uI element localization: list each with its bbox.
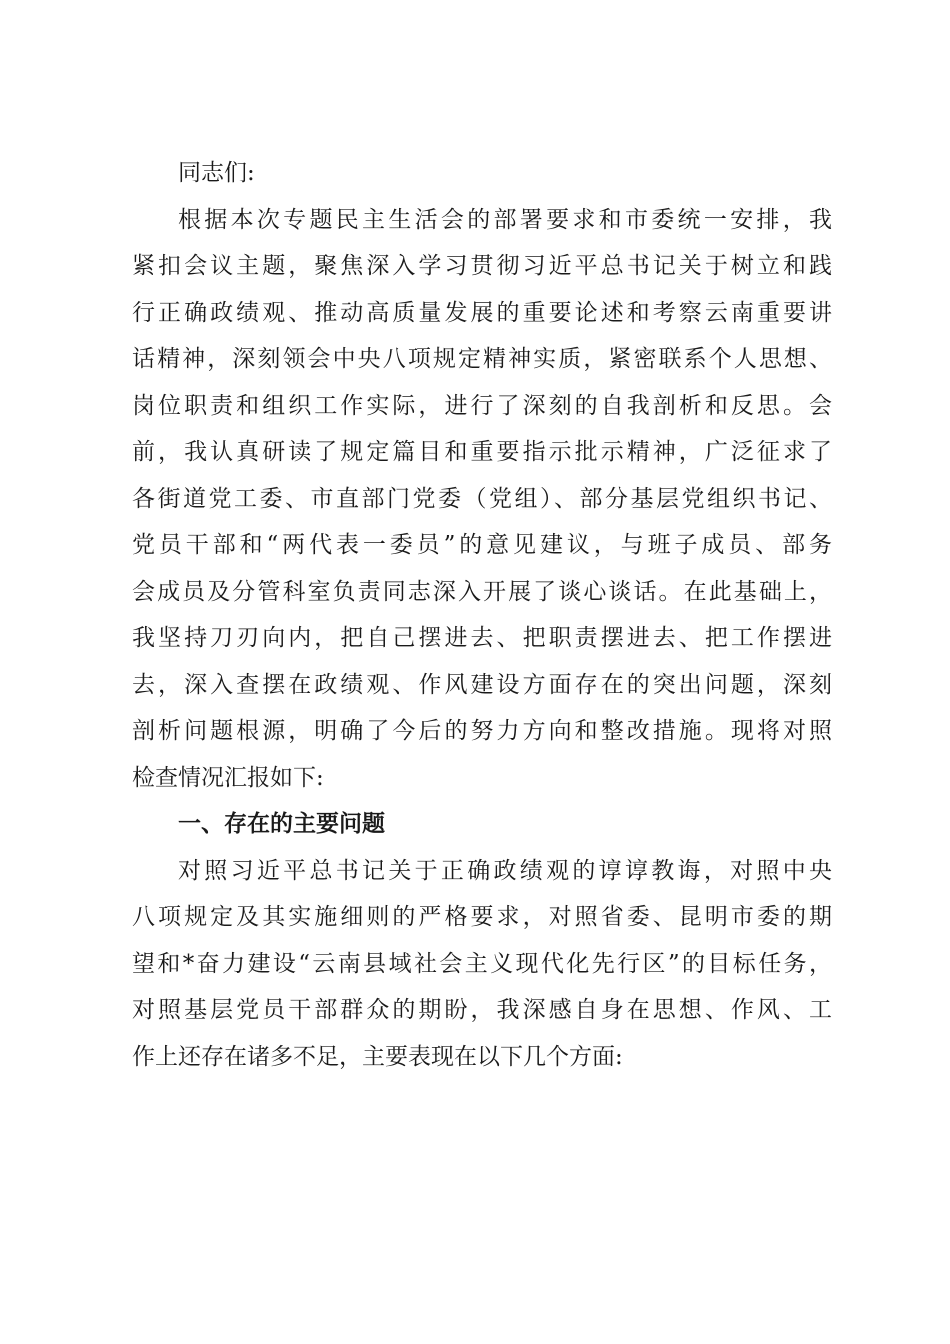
paragraph-line: 八项规定及其实施细则的严格要求，对照省委、昆明市委的期 <box>132 904 832 930</box>
paragraph-line: 检查情况汇报如下: <box>132 764 324 791</box>
paragraph-line: 对照习近平总书记关于正确政绩观的谆谆教诲，对照中央 <box>178 857 832 884</box>
paragraph-problems <box>132 848 832 1081</box>
paragraph-line: 根据本次专题民主生活会的部署要求和市委统一安排，我 <box>178 206 832 233</box>
paragraph-line: 对照基层党员干部群众的期盼，我深感自身在思想、作风、工 <box>132 997 832 1023</box>
salutation: 同志们: <box>178 160 255 186</box>
paragraph-line: 望和*奋力建设“云南县域社会主义现代化先行区”的目标任务， <box>132 950 832 977</box>
paragraph-line: 会成员及分管科室负责同志深入开展了谈心谈话。在此基础上， <box>132 578 832 605</box>
paragraph-line: 各街道党工委、市直部门党委（党组）、部分基层党组织书记、 <box>132 485 832 512</box>
paragraph-intro <box>132 197 832 802</box>
section-heading: 一、存在的主要问题 <box>178 811 385 837</box>
paragraph-line: 作上还存在诸多不足，主要表现在以下几个方面: <box>132 1043 623 1070</box>
paragraph-line: 岗位职责和组织工作实际，进行了深刻的自我剖析和反思。会 <box>132 392 832 419</box>
paragraph-line: 剖析问题根源，明确了今后的努力方向和整改措施。现将对照 <box>132 718 832 744</box>
document-body <box>132 150 832 1080</box>
paragraph-line: 党员干部和“两代表一委员”的意见建议，与班子成员、部务 <box>132 532 832 558</box>
paragraph-line: 紧扣会议主题，聚焦深入学习贯彻习近平总书记关于树立和践 <box>132 253 832 279</box>
paragraph-line: 去，深入查摆在政绩观、作风建设方面存在的突出问题，深刻 <box>132 671 832 698</box>
paragraph-line: 前，我认真研读了规定篇目和重要指示批示精神，广泛征求了 <box>132 439 832 465</box>
paragraph-line: 行正确政绩观、推动高质量发展的重要论述和考察云南重要讲 <box>132 299 832 326</box>
paragraph-line: 话精神，深刻领会中央八项规定精神实质，紧密联系个人思想、 <box>132 346 832 372</box>
paragraph-line: 我坚持刀刃向内，把自己摆进去、把职责摆进去、把工作摆进 <box>132 625 832 651</box>
